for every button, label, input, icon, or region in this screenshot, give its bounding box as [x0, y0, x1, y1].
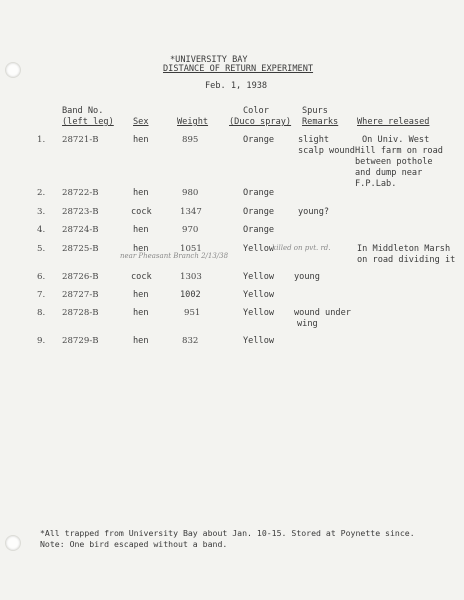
- row-number: 1.: [37, 135, 46, 145]
- punch-hole-bottom: [5, 535, 21, 551]
- row-number: 3.: [37, 207, 46, 217]
- where-line: on road dividing it: [357, 255, 456, 265]
- sex-cell: hen: [133, 244, 149, 254]
- where-line: F.P.Lab.: [355, 179, 397, 189]
- weight-cell: 1051: [180, 244, 202, 254]
- color-cell: Yellow: [243, 244, 275, 254]
- color-cell: Yellow: [243, 336, 275, 346]
- sex-cell: hen: [133, 135, 149, 145]
- color-cell: Yellow: [243, 290, 275, 300]
- weight-cell: 1002: [180, 290, 201, 300]
- weight-cell: 832: [182, 336, 199, 346]
- doc-date: Feb. 1, 1938: [205, 81, 268, 91]
- color-cell: Yellow: [243, 308, 275, 318]
- row-number: 6.: [37, 272, 46, 282]
- header-spurs-line1: Spurs: [302, 106, 328, 116]
- where-line: On Univ. West: [362, 135, 430, 145]
- header-spurs-line2: Remarks: [302, 117, 339, 127]
- remarks-line: wound under: [294, 308, 351, 318]
- row-number: 8.: [37, 308, 46, 318]
- weight-cell: 1303: [180, 272, 202, 282]
- row-number: 5.: [37, 244, 46, 254]
- remarks-line: scalp wound: [298, 146, 355, 156]
- header-color-line2: (Duco spray): [229, 117, 292, 127]
- band-number: 28728-B: [62, 308, 99, 318]
- doc-title: *UNIVERSITY BAY: [170, 55, 248, 65]
- weight-cell: 970: [182, 225, 199, 235]
- header-sex: Sex: [133, 117, 149, 127]
- color-cell: Yellow: [243, 272, 275, 282]
- row-number: 7.: [37, 290, 46, 300]
- sex-cell: hen: [133, 308, 149, 318]
- band-number: 28726-B: [62, 272, 99, 282]
- band-number: 28721-B: [62, 135, 99, 145]
- weight-cell: 1347: [180, 207, 202, 217]
- color-cell: Orange: [243, 207, 275, 217]
- band-number: 28723-B: [62, 207, 99, 217]
- header-band-line1: Band No.: [62, 106, 104, 116]
- pencil-annotation: killed on pvt. rd.: [272, 244, 331, 252]
- row-number: 9.: [37, 336, 46, 346]
- remarks-line: young: [294, 272, 320, 282]
- sex-cell: hen: [133, 290, 149, 300]
- weight-cell: 895: [182, 135, 199, 145]
- where-line: In Middleton Marsh: [357, 244, 451, 254]
- sex-cell: hen: [133, 336, 149, 346]
- sex-cell: cock: [131, 207, 152, 217]
- band-number: 28729-B: [62, 336, 99, 346]
- header-weight: Weight: [177, 117, 209, 127]
- weight-cell: 980: [182, 188, 199, 198]
- footnote-escaped: Note: One bird escaped without a band.: [40, 539, 228, 549]
- color-cell: Orange: [243, 188, 275, 198]
- weight-cell: 951: [184, 308, 201, 318]
- where-line: Hill farm on road: [355, 146, 443, 156]
- doc-subtitle: DISTANCE OF RETURN EXPERIMENT: [163, 64, 314, 74]
- header-where: Where released: [357, 117, 430, 127]
- remarks-line: wing: [297, 319, 318, 329]
- row-number: 4.: [37, 225, 46, 235]
- header-band-line2: (left leg): [62, 117, 114, 127]
- sex-cell: hen: [133, 225, 149, 235]
- sex-cell: cock: [131, 272, 152, 282]
- color-cell: Orange: [243, 225, 275, 235]
- band-number: 28727-B: [62, 290, 99, 300]
- sex-cell: hen: [133, 188, 149, 198]
- footnote-trapped: *All trapped from University Bay about Jan. 10-15. Stored at Poynette since.: [40, 528, 415, 538]
- punch-hole-top: [5, 62, 21, 78]
- header-color-line1: Color: [243, 106, 269, 116]
- band-number: 28725-B: [62, 244, 99, 254]
- remarks-line: young?: [298, 207, 330, 217]
- band-number: 28724-B: [62, 225, 99, 235]
- color-cell: Orange: [243, 135, 275, 145]
- where-line: and dump near: [355, 168, 423, 178]
- pencil-annotation: near Pheasant Branch 2/13/38: [120, 252, 229, 260]
- row-number: 2.: [37, 188, 46, 198]
- where-line: between pothole: [355, 157, 433, 167]
- band-number: 28722-B: [62, 188, 99, 198]
- remarks-line: slight: [298, 135, 330, 145]
